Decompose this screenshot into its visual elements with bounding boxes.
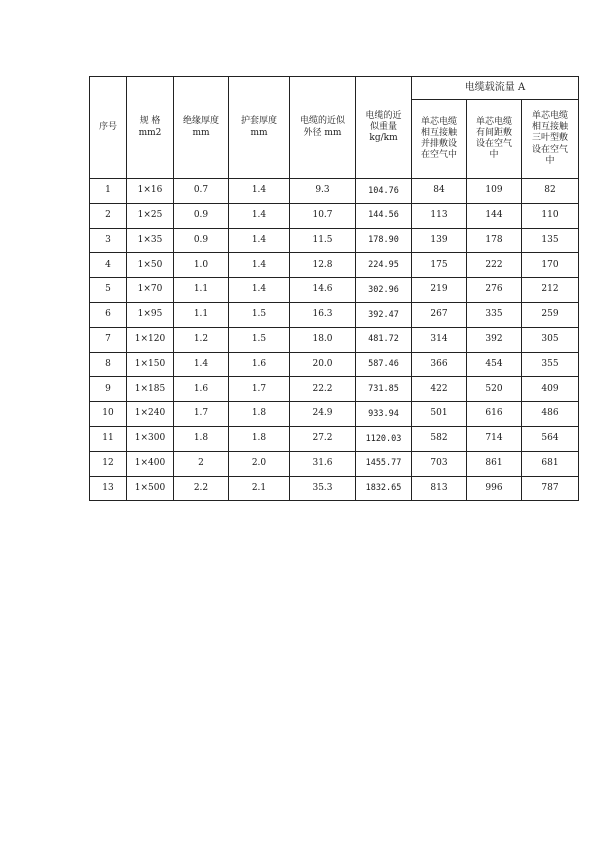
header-ampacity-trefoil: 单芯电缆 相互接触 三叶型敷 设在空气 中 [522, 100, 579, 179]
header-ampacity-group: 电缆载流量 A [412, 77, 579, 100]
cell-insulation-thickness: 1.7 [174, 402, 229, 427]
cell-weight: 224.95 [356, 253, 412, 278]
cell-weight: 587.46 [356, 352, 412, 377]
cell-index: 12 [90, 451, 127, 476]
cell-weight: 144.56 [356, 203, 412, 228]
cell-weight: 104.76 [356, 179, 412, 204]
cell-outer-diameter: 14.6 [290, 278, 356, 303]
cell-insulation-thickness: 1.0 [174, 253, 229, 278]
cell-ampacity-trefoil: 212 [522, 278, 579, 303]
cable-spec-table [89, 76, 579, 501]
cell-ampacity-spaced: 276 [467, 278, 522, 303]
cell-weight: 1455.77 [356, 451, 412, 476]
cell-spec: 1×35 [127, 228, 174, 253]
table-row [90, 352, 579, 377]
cell-spec: 1×150 [127, 352, 174, 377]
table-row [90, 179, 579, 204]
cell-index: 4 [90, 253, 127, 278]
cell-spec: 1×25 [127, 203, 174, 228]
header-index: 序号 [90, 77, 127, 179]
cell-spec: 1×185 [127, 377, 174, 402]
cell-weight: 178.90 [356, 228, 412, 253]
header-sheath-thickness: 护套厚度 mm [229, 77, 290, 179]
cell-sheath-thickness: 2.0 [229, 451, 290, 476]
cell-weight: 481.72 [356, 327, 412, 352]
cell-outer-diameter: 22.2 [290, 377, 356, 402]
cell-sheath-thickness: 1.5 [229, 327, 290, 352]
cell-ampacity-spaced: 714 [467, 426, 522, 451]
cell-index: 7 [90, 327, 127, 352]
cell-ampacity-spaced: 996 [467, 476, 522, 501]
cell-ampacity-spaced: 144 [467, 203, 522, 228]
cell-index: 8 [90, 352, 127, 377]
cell-ampacity-spaced: 109 [467, 179, 522, 204]
cell-sheath-thickness: 1.4 [229, 228, 290, 253]
cell-insulation-thickness: 2 [174, 451, 229, 476]
table-row [90, 278, 579, 303]
cell-ampacity-trefoil: 259 [522, 302, 579, 327]
cell-ampacity-trefoil: 787 [522, 476, 579, 501]
cell-ampacity-spaced: 616 [467, 402, 522, 427]
cell-ampacity-trefoil: 110 [522, 203, 579, 228]
header-spec: 规 格 mm2 [127, 77, 174, 179]
cell-weight: 933.94 [356, 402, 412, 427]
cell-insulation-thickness: 1.1 [174, 278, 229, 303]
cell-sheath-thickness: 1.8 [229, 402, 290, 427]
cell-insulation-thickness: 1.2 [174, 327, 229, 352]
cell-sheath-thickness: 1.4 [229, 253, 290, 278]
header-ampacity-spaced: 单芯电缆 有间距敷 设在空气 中 [467, 100, 522, 179]
cell-ampacity-flat-touching: 422 [412, 377, 467, 402]
cell-outer-diameter: 27.2 [290, 426, 356, 451]
cell-spec: 1×70 [127, 278, 174, 303]
cell-ampacity-spaced: 392 [467, 327, 522, 352]
cell-ampacity-flat-touching: 813 [412, 476, 467, 501]
cell-spec: 1×500 [127, 476, 174, 501]
cell-ampacity-spaced: 178 [467, 228, 522, 253]
cell-outer-diameter: 12.8 [290, 253, 356, 278]
cell-insulation-thickness: 0.9 [174, 203, 229, 228]
cell-ampacity-spaced: 861 [467, 451, 522, 476]
cell-index: 10 [90, 402, 127, 427]
cell-sheath-thickness: 1.7 [229, 377, 290, 402]
table-row [90, 302, 579, 327]
cell-insulation-thickness: 0.9 [174, 228, 229, 253]
cell-insulation-thickness: 1.8 [174, 426, 229, 451]
cell-weight: 1832.65 [356, 476, 412, 501]
cell-spec: 1×16 [127, 179, 174, 204]
cell-outer-diameter: 16.3 [290, 302, 356, 327]
cell-ampacity-flat-touching: 219 [412, 278, 467, 303]
table-row [90, 253, 579, 278]
cell-insulation-thickness: 1.6 [174, 377, 229, 402]
cell-weight: 1120.03 [356, 426, 412, 451]
table-body [90, 179, 579, 501]
header-ampacity-flat-touching: 单芯电缆 相互接触 并排敷设 在空气中 [412, 100, 467, 179]
cell-ampacity-flat-touching: 175 [412, 253, 467, 278]
cell-ampacity-flat-touching: 84 [412, 179, 467, 204]
cell-ampacity-flat-touching: 113 [412, 203, 467, 228]
cell-spec: 1×400 [127, 451, 174, 476]
cell-weight: 392.47 [356, 302, 412, 327]
cell-sheath-thickness: 1.5 [229, 302, 290, 327]
cell-insulation-thickness: 0.7 [174, 179, 229, 204]
cell-outer-diameter: 9.3 [290, 179, 356, 204]
cell-spec: 1×50 [127, 253, 174, 278]
cell-index: 9 [90, 377, 127, 402]
cell-index: 5 [90, 278, 127, 303]
cell-spec: 1×120 [127, 327, 174, 352]
cell-sheath-thickness: 1.4 [229, 278, 290, 303]
table-row [90, 203, 579, 228]
cell-ampacity-trefoil: 409 [522, 377, 579, 402]
cell-index: 13 [90, 476, 127, 501]
cell-ampacity-trefoil: 305 [522, 327, 579, 352]
table-row [90, 426, 579, 451]
cell-ampacity-spaced: 454 [467, 352, 522, 377]
cell-ampacity-flat-touching: 314 [412, 327, 467, 352]
cell-outer-diameter: 10.7 [290, 203, 356, 228]
table-row [90, 451, 579, 476]
cell-outer-diameter: 18.0 [290, 327, 356, 352]
cell-outer-diameter: 20.0 [290, 352, 356, 377]
cell-ampacity-flat-touching: 501 [412, 402, 467, 427]
cell-spec: 1×240 [127, 402, 174, 427]
header-weight: 电缆的近 似重量 kg/km [356, 77, 412, 179]
cell-outer-diameter: 31.6 [290, 451, 356, 476]
header-insulation-thickness: 绝缘厚度 mm [174, 77, 229, 179]
cell-ampacity-flat-touching: 366 [412, 352, 467, 377]
cell-spec: 1×300 [127, 426, 174, 451]
cell-outer-diameter: 24.9 [290, 402, 356, 427]
cell-outer-diameter: 35.3 [290, 476, 356, 501]
table-row [90, 377, 579, 402]
cell-ampacity-trefoil: 486 [522, 402, 579, 427]
cell-index: 3 [90, 228, 127, 253]
cell-ampacity-trefoil: 564 [522, 426, 579, 451]
cell-ampacity-spaced: 520 [467, 377, 522, 402]
cell-ampacity-flat-touching: 703 [412, 451, 467, 476]
table-row [90, 228, 579, 253]
cell-sheath-thickness: 2.1 [229, 476, 290, 501]
header-outer-diameter: 电缆的近似 外径 mm [290, 77, 356, 179]
table-row [90, 476, 579, 501]
cell-sheath-thickness: 1.6 [229, 352, 290, 377]
cell-index: 11 [90, 426, 127, 451]
table-row [90, 402, 579, 427]
cell-insulation-thickness: 2.2 [174, 476, 229, 501]
cell-ampacity-flat-touching: 582 [412, 426, 467, 451]
cell-insulation-thickness: 1.4 [174, 352, 229, 377]
cell-ampacity-trefoil: 355 [522, 352, 579, 377]
cell-sheath-thickness: 1.8 [229, 426, 290, 451]
table-row [90, 327, 579, 352]
cell-ampacity-trefoil: 82 [522, 179, 579, 204]
cell-ampacity-flat-touching: 139 [412, 228, 467, 253]
cell-ampacity-trefoil: 170 [522, 253, 579, 278]
cell-spec: 1×95 [127, 302, 174, 327]
cell-outer-diameter: 11.5 [290, 228, 356, 253]
cell-ampacity-flat-touching: 267 [412, 302, 467, 327]
cell-sheath-thickness: 1.4 [229, 179, 290, 204]
cell-weight: 302.96 [356, 278, 412, 303]
cell-sheath-thickness: 1.4 [229, 203, 290, 228]
cell-index: 1 [90, 179, 127, 204]
cell-index: 2 [90, 203, 127, 228]
cell-weight: 731.85 [356, 377, 412, 402]
cell-ampacity-spaced: 222 [467, 253, 522, 278]
cell-ampacity-spaced: 335 [467, 302, 522, 327]
cell-index: 6 [90, 302, 127, 327]
cell-ampacity-trefoil: 681 [522, 451, 579, 476]
cell-ampacity-trefoil: 135 [522, 228, 579, 253]
cell-insulation-thickness: 1.1 [174, 302, 229, 327]
